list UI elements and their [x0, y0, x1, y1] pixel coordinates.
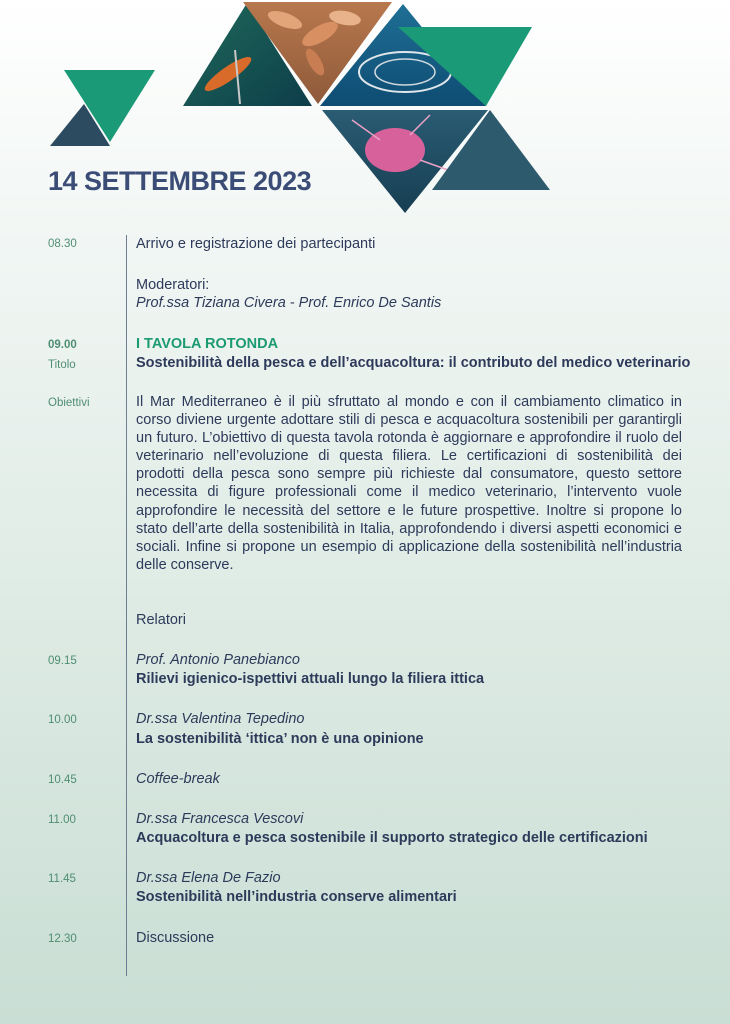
talk-3-title: Acquacoltura e pesca sostenibile il supporto strategico delle certificazioni	[136, 830, 648, 846]
event-date: 14 SETTEMBRE 2023	[48, 166, 312, 196]
talk-3-speaker: Dr.ssa Francesca Vescovi	[136, 811, 304, 827]
talk-2-speaker: Dr.ssa Valentina Tepedino	[136, 711, 305, 727]
round-table-heading: I TAVOLA ROTONDA	[136, 336, 279, 352]
time-discussion: 12.30	[48, 933, 77, 945]
round-table-title: Sostenibilità della pesca e dell’acquacoltura: il contributo del medico veterinario	[136, 355, 691, 371]
talk-2-title: La sostenibilità ‘ittica’ non è una opinione	[136, 731, 424, 747]
time-talk-4: 11.45	[48, 873, 76, 885]
moderators-names: Prof.ssa Tiziana Civera - Prof. Enrico De Santis	[136, 295, 442, 311]
coffee-break: Coffee-break	[136, 771, 220, 787]
talk-4-title: Sostenibilità nell’industria conserve alimentari	[136, 889, 457, 905]
talk-4-speaker: Dr.ssa Elena De Fazio	[136, 870, 281, 886]
arrival-text: Arrivo e registrazione dei partecipanti	[136, 236, 376, 252]
moderators-label: Moderatori:	[136, 277, 210, 293]
time-talk-3: 11.00	[48, 814, 76, 826]
talk-1-title: Rilievi igienico-ispettivi attuali lungo la filiera ittica	[136, 671, 485, 687]
discussion: Discussione	[136, 930, 215, 946]
time-coffee-break: 10.45	[48, 774, 77, 786]
speakers-label: Relatori	[136, 612, 186, 628]
time-talk-1: 09.15	[48, 655, 77, 667]
objectives-text: Il Mar Mediterraneo è il più sfruttato al mondo e con il cambiamento climatico in corso diviene urgente adottare stili di pesca e acquacoltura sostenibili per garantirgli un futuro. L’obiettivo di questa tavola rotonda è aggiornare e approfondire il ruolo del veterinario nell’evoluzione di questa filiera. Le certificazioni di sostenibilità dei prodotti della pesca sono sempre più richieste dal consumatore, questo settore necessita di figure professionali come il medico veterinario, l’intervento vuole approfondire le necessità del settore e le future prospettive. Inoltre si propone lo stato dell’arte della sostenibilità in Italia, approfondendo i diversi aspetti economici e sociali. Infine si propone un esempio di applicazione della sostenibilità nell’industria delle conserve.	[136, 394, 682, 573]
talk-1-speaker: Prof. Antonio Panebianco	[136, 652, 300, 668]
time-arrival: 08.30	[48, 238, 77, 250]
time-round-table: 09.00	[48, 339, 77, 351]
objectives-label: Obiettivi	[48, 397, 90, 409]
timeline-divider	[126, 235, 127, 976]
time-talk-2: 10.00	[48, 714, 77, 726]
title-label: Titolo	[48, 359, 76, 371]
